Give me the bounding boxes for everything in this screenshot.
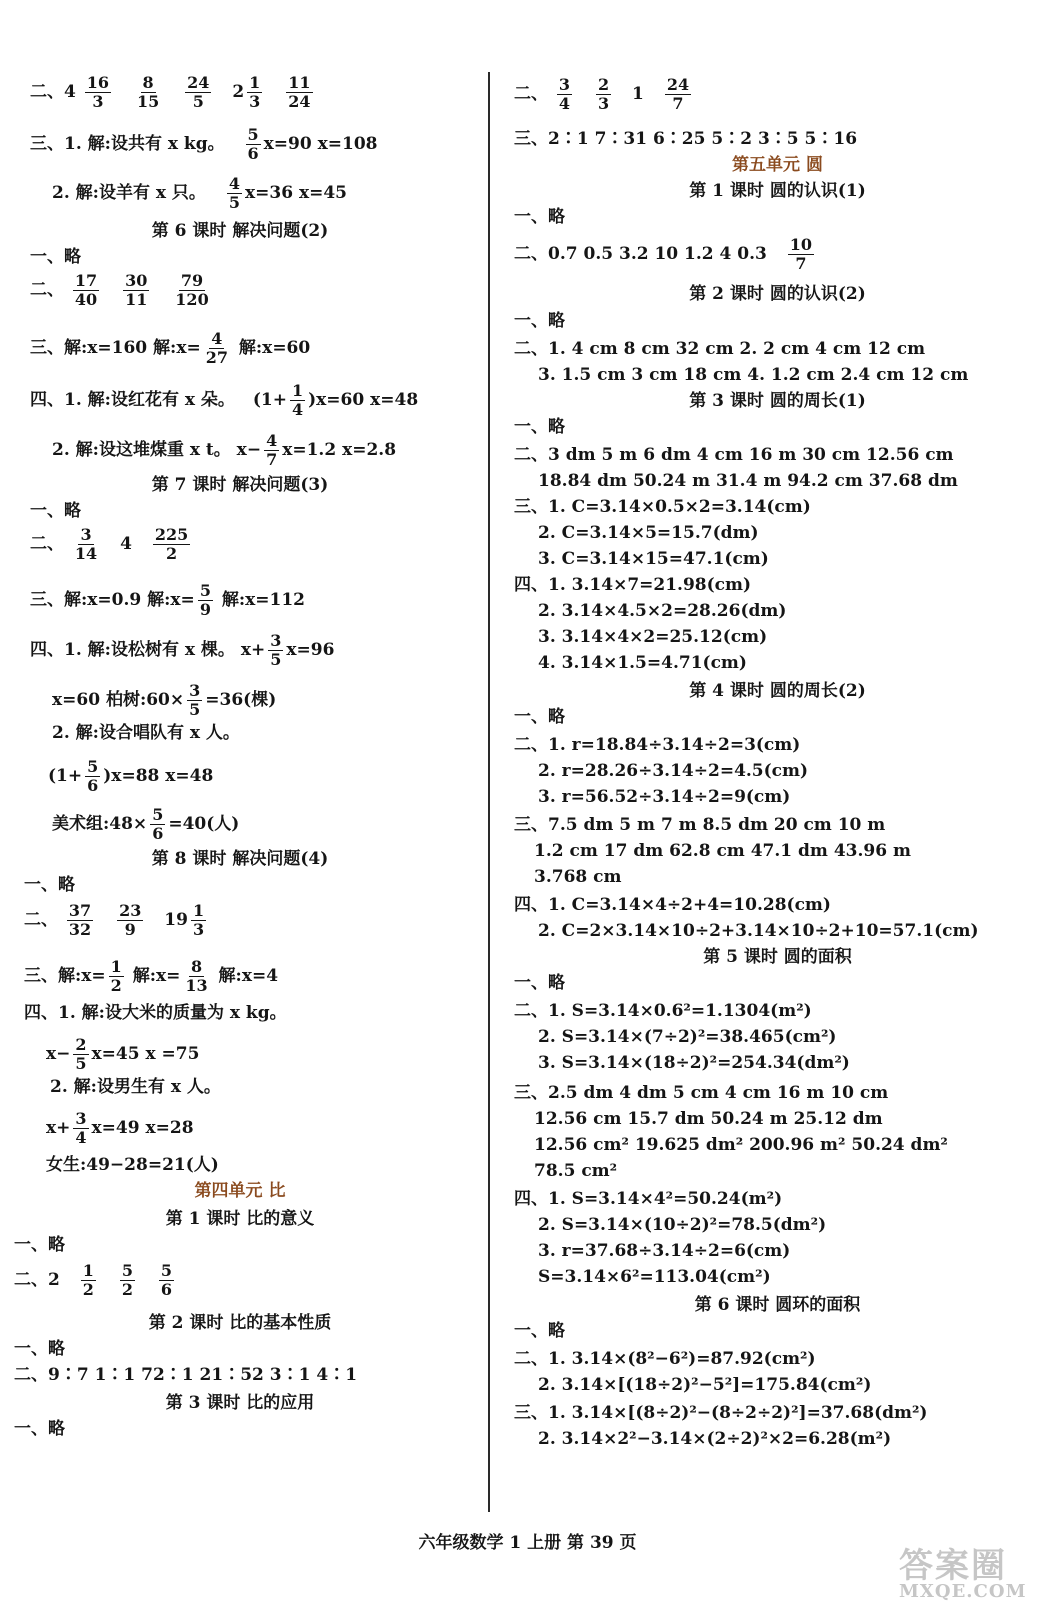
fraction: $\frac{225}{2}$: [154, 525, 189, 563]
answer-line: 二、1. 3.14×(8²−6²)=87.92(cm²): [514, 1349, 816, 1369]
lesson-heading: 第 6 课时 圆环的面积: [694, 1295, 861, 1315]
answer-line: 三、1. 3.14×[(8÷2)²−(8÷2÷2)²]=37.68(dm²): [514, 1403, 928, 1423]
answer-line: 2. 3.14×2²−3.14×(2÷2)²×2=6.28(m²): [538, 1429, 892, 1449]
fraction: $\frac{8}{15}$: [136, 73, 160, 111]
fraction: $\frac{17}{40}$: [74, 271, 98, 309]
answer-line: 四、1. S=3.14×4²=50.24(m²): [514, 1189, 783, 1209]
answer-line: 3. S=3.14×(18÷2)²=254.34(dm²): [538, 1053, 850, 1073]
answer-line: 女生:49−28=21(人): [46, 1155, 219, 1175]
answer-line: 3. r=56.52÷3.14÷2=9(cm): [538, 787, 791, 807]
answer-line: 二、 $\frac{3}{14}$ 4 $\frac{225}{2}$: [30, 525, 189, 563]
answer-line: 二、1. r=18.84÷3.14÷2=3(cm): [514, 735, 801, 755]
answer-line: 二、3 dm 5 m 6 dm 4 cm 16 m 30 cm 12.56 cm: [514, 445, 954, 465]
answer-line: 2. 解:设羊有 x 只。 $\frac{4}{5}$ x=36 x=45: [52, 174, 347, 212]
answer-line: (1+ $\frac{5}{6}$ )x=88 x=48: [48, 757, 214, 795]
answer-line: 一、略: [514, 1321, 565, 1341]
answer-line: 2. 3.14×4.5×2=28.26(dm): [538, 601, 787, 621]
fraction: $\frac{1}{4}$: [291, 381, 304, 419]
page-footer: 六年级数学 1 上册 第 39 页: [418, 1533, 637, 1553]
answer-line: 2. C=2×3.14×10÷2+3.14×10÷2+10=57.1(cm): [538, 921, 979, 941]
fraction: $\frac{5}{6}$: [87, 757, 99, 795]
fraction: $\frac{2}{3}$: [597, 75, 610, 113]
answer-line: 四、1. 解:设松树有 x 棵。 x+ $\frac{3}{5}$ x=96: [30, 631, 335, 669]
answer-line: 四、1. 解:设大米的质量为 x kg。: [24, 1003, 287, 1023]
watermark-logo: 答案圈 MXQE.COM: [899, 1546, 1027, 1602]
answer-line: 二、1. 4 cm 8 cm 32 cm 2. 2 cm 4 cm 12 cm: [514, 339, 926, 359]
fraction: $\frac{23}{9}$: [119, 901, 142, 939]
column-divider: [488, 72, 490, 1512]
answer-line: 3.768 cm: [534, 867, 622, 887]
answer-line: 三、解:x= $\frac{1}{2}$ 解:x= $\frac{8}{13}$ 解:x=4: [24, 957, 279, 995]
answer-line: 一、略: [514, 207, 565, 227]
answer-line: 一、略: [14, 1419, 65, 1439]
fraction: $\frac{37}{32}$: [68, 901, 92, 939]
answer-line: 一、略: [514, 707, 565, 727]
fraction: $\frac{3}{5}$: [270, 631, 282, 669]
answer-line: x=60 柏树:60× $\frac{3}{5}$ =36(棵): [52, 681, 277, 719]
answer-line: 18.84 dm 50.24 m 31.4 m 94.2 cm 37.68 dm: [538, 471, 958, 491]
fraction: $\frac{1}{3}$: [192, 901, 205, 939]
answer-line: 三、2.5 dm 4 dm 5 cm 4 cm 16 m 10 cm: [514, 1083, 889, 1103]
answer-line: 四、1. 解:设红花有 x 朵。 (1+ $\frac{1}{4}$ )x=60 x=48: [30, 381, 419, 419]
fraction: $\frac{3}{5}$: [189, 681, 201, 719]
answer-line: 一、略: [30, 501, 81, 521]
fraction: $\frac{24}{7}$: [666, 75, 690, 113]
unit-heading: 第四单元 比: [194, 1181, 286, 1201]
fraction: $\frac{3}{4}$: [75, 1109, 87, 1147]
answer-line: 4. 3.14×1.5=4.71(cm): [538, 653, 747, 673]
lesson-heading: 第 4 课时 圆的周长(2): [689, 681, 866, 701]
answer-line: 三、7.5 dm 5 m 7 m 8.5 dm 20 cm 10 m: [514, 815, 886, 835]
answer-line: 三、1. 解:设共有 x kg。 $\frac{5}{6}$ x=90 x=108: [30, 125, 378, 163]
answer-line: x− $\frac{2}{5}$ x=45 x =75: [46, 1035, 200, 1073]
answer-line: 2. 3.14×[(18÷2)²−5²]=175.84(cm²): [538, 1375, 872, 1395]
left-column: [0, 0, 480, 1600]
answer-line: 一、略: [14, 1235, 65, 1255]
answer-line: 二、 $\frac{3}{4}$ $\frac{2}{3}$ 1 $\frac{24}{7}$: [514, 75, 690, 113]
answer-line: 3. 1.5 cm 3 cm 18 cm 4. 1.2 cm 2.4 cm 12 cm: [538, 365, 969, 385]
fraction: $\frac{4}{7}$: [266, 431, 278, 469]
fraction: $\frac{16}{3}$: [86, 73, 110, 111]
fraction: $\frac{30}{11}$: [125, 271, 148, 309]
answer-line: 美术组:48× $\frac{5}{6}$ =40(人): [52, 805, 240, 843]
lesson-heading: 第 3 课时 圆的周长(1): [689, 391, 866, 411]
answer-line: 2. C=3.14×5=15.7(dm): [538, 523, 759, 543]
answer-line: 2. S=3.14×(10÷2)²=78.5(dm²): [538, 1215, 827, 1235]
lesson-heading: 第 5 课时 圆的面积: [703, 947, 852, 967]
answer-line: 三、解:x=0.9 解:x= $\frac{5}{9}$ 解:x=112: [30, 581, 306, 619]
answer-line: 3. 3.14×4×2=25.12(cm): [538, 627, 768, 647]
fraction: $\frac{1}{2}$: [82, 1261, 94, 1299]
fraction: $\frac{5}{9}$: [199, 581, 211, 619]
fraction: $\frac{10}{7}$: [789, 235, 813, 273]
lesson-heading: 第 2 课时 比的基本性质: [148, 1313, 332, 1333]
fraction: $\frac{2}{5}$: [75, 1035, 87, 1073]
unit-heading: 第五单元 圆: [732, 155, 823, 175]
answer-line: 三、2∶1 7∶31 6∶25 5∶2 3∶5 5∶16: [514, 129, 858, 149]
answer-line: 一、略: [514, 973, 565, 993]
answer-line: 二、 $\frac{17}{40}$ $\frac{30}{11}$ $\frac{79}{120}$: [30, 271, 209, 309]
fraction: $\frac{5}{6}$: [152, 805, 164, 843]
answer-line: 一、略: [24, 875, 75, 895]
answer-line: 2. S=3.14×(7÷2)²=38.465(cm²): [538, 1027, 837, 1047]
answer-line: 四、1. C=3.14×4÷2+4=10.28(cm): [514, 895, 831, 915]
answer-line: 12.56 cm² 19.625 dm² 200.96 m² 50.24 dm²: [534, 1135, 948, 1155]
answer-line: x+ $\frac{3}{4}$ x=49 x=28: [46, 1109, 194, 1147]
answer-line: 2. 解:设这堆煤重 x t。 x− $\frac{4}{7}$ x=1.2 x=2.8: [52, 431, 397, 469]
answer-line: 三、解:x=160 解:x= $\frac{4}{27}$ 解:x=60: [30, 329, 311, 367]
right-column: [500, 0, 1055, 1600]
answer-line: 3. r=37.68÷3.14÷2=6(cm): [538, 1241, 791, 1261]
fraction: $\frac{1}{3}$: [249, 73, 261, 111]
answer-line: 2. 解:设男生有 x 人。: [50, 1077, 221, 1097]
fraction: $\frac{79}{120}$: [175, 271, 209, 309]
answer-line: 二、2 $\frac{1}{2}$ $\frac{5}{2}$ $\frac{5}{6}$: [14, 1261, 173, 1299]
lesson-heading: 第 3 课时 比的应用: [165, 1393, 315, 1413]
fraction: $\frac{1}{2}$: [110, 957, 122, 995]
answer-line: 一、略: [14, 1339, 65, 1359]
answer-line: 二、9∶7 1∶1 72∶1 21∶52 3∶1 4∶1: [14, 1365, 358, 1385]
answer-line: 1.2 cm 17 dm 62.8 cm 47.1 dm 43.96 m: [534, 841, 911, 861]
answer-line: 二、 $\frac{37}{32}$ $\frac{23}{9}$ 19 $\frac{1}{3}$: [24, 901, 205, 939]
lesson-heading: 第 7 课时 解决问题(3): [151, 475, 329, 495]
answer-line: 一、略: [514, 417, 565, 437]
fraction: $\frac{5}{6}$: [160, 1261, 173, 1299]
answer-line: 78.5 cm²: [534, 1161, 618, 1181]
fraction: $\frac{4}{5}$: [228, 174, 240, 212]
fraction: $\frac{11}{24}$: [288, 73, 311, 111]
answer-line: 四、1. 3.14×7=21.98(cm): [514, 575, 752, 595]
answer-line: 12.56 cm 15.7 dm 50.24 m 25.12 dm: [534, 1109, 883, 1129]
fraction: $\frac{5}{6}$: [247, 125, 259, 163]
answer-line: 2. 解:设合唱队有 x 人。: [52, 723, 240, 743]
fraction: $\frac{24}{5}$: [187, 73, 210, 111]
fraction: $\frac{4}{27}$: [205, 329, 228, 367]
answer-line: 二、0.7 0.5 3.2 10 1.2 4 0.3 $\frac{10}{7}$: [514, 235, 813, 273]
lesson-heading: 第 6 课时 解决问题(2): [151, 221, 329, 241]
fraction: $\frac{3}{4}$: [558, 75, 571, 113]
answer-line: 一、略: [30, 247, 81, 267]
lesson-heading: 第 8 课时 解决问题(4): [151, 849, 329, 869]
fraction: $\frac{3}{14}$: [74, 525, 98, 563]
answer-line: 一、略: [514, 311, 565, 331]
fraction: $\frac{5}{2}$: [121, 1261, 133, 1299]
lesson-heading: 第 2 课时 圆的认识(2): [689, 284, 866, 304]
answer-line: 三、1. C=3.14×0.5×2=3.14(cm): [514, 497, 811, 517]
answer-line: 2. r=28.26÷3.14÷2=4.5(cm): [538, 761, 809, 781]
answer-line: 3. C=3.14×15=47.1(cm): [538, 549, 769, 569]
fraction: $\frac{8}{13}$: [185, 957, 208, 995]
answer-line: 二、1. S=3.14×0.6²=1.1304(m²): [514, 1001, 812, 1021]
lesson-heading: 第 1 课时 比的意义: [165, 1209, 315, 1229]
answer-line: 二、4 $\frac{16}{3}$ $\frac{8}{15}$ $\frac{24}{5}$ 2 $\frac{1}{3}$ $\frac{11}{24}$: [30, 73, 311, 111]
answer-line: S=3.14×6²=113.04(cm²): [538, 1267, 771, 1287]
lesson-heading: 第 1 课时 圆的认识(1): [689, 181, 866, 201]
